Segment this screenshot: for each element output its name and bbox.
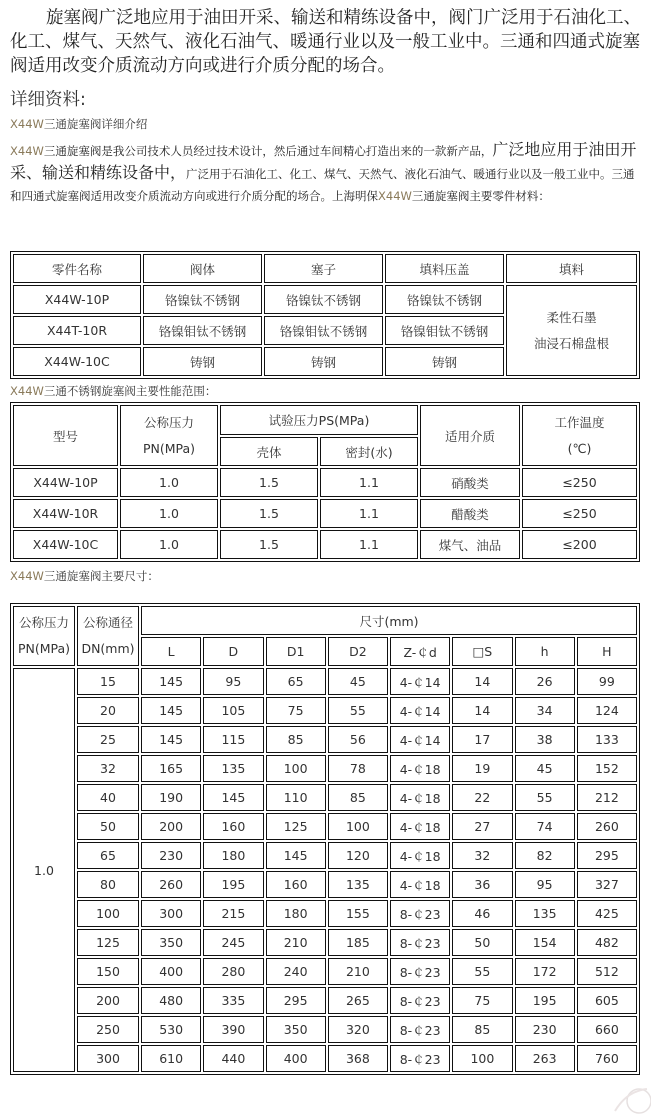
table-cell: 75 (452, 987, 512, 1014)
table-cell: X44W-10P (13, 468, 118, 497)
header-pn-line-1: 公称压力 (143, 414, 194, 430)
header-col: □S (452, 637, 512, 666)
table-cell: 210 (266, 929, 326, 956)
table-cell: X44W-10P (13, 285, 141, 314)
table-row (13, 784, 637, 811)
table-cell: 210 (328, 958, 388, 985)
packing-material-cell (506, 285, 637, 376)
table-cell: 230 (141, 842, 201, 869)
perf-header-row-1 (13, 405, 637, 435)
table-cell: 4-￠18 (390, 784, 450, 811)
table-cell: 8-￠23 (390, 1016, 450, 1043)
table-cell: 512 (577, 958, 637, 985)
table-cell: 200 (77, 987, 139, 1014)
table-cell: 250 (77, 1016, 139, 1043)
header-shell: 壳体 (220, 437, 318, 466)
table-cell: 215 (203, 900, 263, 927)
table-cell: 265 (328, 987, 388, 1014)
table-cell: 295 (266, 987, 326, 1014)
table-cell: 245 (203, 929, 263, 956)
parts-material-table (10, 251, 640, 379)
table-cell: 180 (266, 900, 326, 927)
table-cell: 530 (141, 1016, 201, 1043)
table-cell: 440 (203, 1045, 263, 1072)
table-cell: 100 (328, 813, 388, 840)
table-cell: 320 (328, 1016, 388, 1043)
table-cell: 135 (515, 900, 575, 927)
table-cell: 80 (77, 871, 139, 898)
table-cell: 195 (515, 987, 575, 1014)
header-cell: 填料 (506, 254, 637, 283)
table-row (13, 813, 637, 840)
table-row (13, 468, 637, 497)
header-pn-line-1: 公称压力 (18, 615, 69, 630)
table-cell: 8-￠23 (390, 958, 450, 985)
performance-table (10, 402, 640, 562)
table-cell: X44T-10R (13, 316, 141, 345)
table-cell: 260 (141, 871, 201, 898)
table-cell: 4-￠14 (390, 726, 450, 753)
table-cell: 95 (203, 668, 263, 695)
table-cell: 8-￠23 (390, 929, 450, 956)
table-row (13, 900, 637, 927)
header-col: Z-￠d (390, 637, 450, 666)
table-cell: X44W-10C (13, 530, 118, 559)
header-medium: 适用介质 (420, 405, 520, 466)
table-cell: 110 (266, 784, 326, 811)
table-cell: 190 (141, 784, 201, 811)
table-cell: 醋酸类 (420, 499, 520, 528)
table-cell: 1.0 (120, 499, 218, 528)
table-row (13, 987, 637, 1014)
desc-part1: 三通旋塞阀是我公司技术人员经过技术设计，然后通过车间精心打造出来的一款新产品， (43, 144, 493, 158)
table-cell: 135 (203, 755, 263, 782)
table-cell: 硝酸类 (420, 468, 520, 497)
header-test-pressure: 试验压力PS(MPa) (220, 405, 418, 435)
desc-part4: 三通旋塞阀主要零件材料： (411, 189, 550, 203)
table-cell: 145 (141, 697, 201, 724)
table-cell: 99 (577, 668, 637, 695)
header-nominal-pressure (13, 606, 75, 666)
header-cell: 零件名称 (13, 254, 141, 283)
table-row (13, 929, 637, 956)
table-cell: 78 (328, 755, 388, 782)
table-cell: X44W-10R (13, 499, 118, 528)
table-cell: 25 (77, 726, 139, 753)
header-size: 尺寸(mm) (141, 606, 637, 635)
header-col: D2 (328, 637, 388, 666)
table-cell: 195 (203, 871, 263, 898)
table-row (13, 726, 637, 753)
header-temp-line-1: 工作温度 (554, 414, 605, 430)
table-cell: 34 (515, 697, 575, 724)
table-cell: 4-￠18 (390, 871, 450, 898)
table-cell: 124 (577, 697, 637, 724)
table-cell: 100 (452, 1045, 512, 1072)
table-cell: 14 (452, 668, 512, 695)
table-cell: 56 (328, 726, 388, 753)
dim-header-row-1 (13, 606, 637, 635)
table-cell: 240 (266, 958, 326, 985)
table-cell: 230 (515, 1016, 575, 1043)
table-cell: 36 (452, 871, 512, 898)
table-cell: 65 (77, 842, 139, 869)
table-row (13, 755, 637, 782)
table-cell: 4-￠18 (390, 842, 450, 869)
table-cell: 263 (515, 1045, 575, 1072)
table-cell: 350 (266, 1016, 326, 1043)
table-row (13, 285, 637, 314)
table-cell: 55 (328, 697, 388, 724)
dimensions-table (10, 603, 640, 1075)
table-cell: 32 (452, 842, 512, 869)
product-intro-heading (10, 116, 147, 132)
dimensions-model: X44W (10, 569, 44, 583)
table-cell: 135 (328, 871, 388, 898)
table-cell: 145 (141, 668, 201, 695)
table-cell: 50 (452, 929, 512, 956)
table-cell: 45 (328, 668, 388, 695)
table-cell: 390 (203, 1016, 263, 1043)
table-cell: 75 (266, 697, 326, 724)
table-cell: 100 (266, 755, 326, 782)
table-cell: 95 (515, 871, 575, 898)
table-cell: 200 (141, 813, 201, 840)
table-cell: 85 (452, 1016, 512, 1043)
header-seal: 密封(水) (320, 437, 418, 466)
header-dn-line-1: 公称通径 (82, 615, 133, 630)
table-cell: 260 (577, 813, 637, 840)
table-cell: 65 (266, 668, 326, 695)
table-cell: 4-￠14 (390, 697, 450, 724)
table-cell: 1.0 (120, 468, 218, 497)
table-cell: 19 (452, 755, 512, 782)
intro-text: 旋塞阀广泛地应用于油田开采、输送和精练设备中，阀门广泛用于石油化工、化工、煤气、天然气、液化石油气、暖通行业以及一般工业中。三通和四通式旋塞阀适用改变介质流动方向或进行介质分配的场合。 (10, 8, 641, 76)
table-row (13, 1045, 637, 1072)
table-cell: 155 (328, 900, 388, 927)
table-cell: 铸钢 (143, 347, 262, 376)
table-cell: 27 (452, 813, 512, 840)
table-cell: 120 (328, 842, 388, 869)
header-cell: 塞子 (264, 254, 383, 283)
table-cell: 55 (452, 958, 512, 985)
table-cell: 150 (77, 958, 139, 985)
table-cell: 212 (577, 784, 637, 811)
table-cell: 660 (577, 1016, 637, 1043)
table-cell: 45 (515, 755, 575, 782)
table-cell: 300 (141, 900, 201, 927)
header-nominal-diameter (77, 606, 139, 666)
table-cell: 1.1 (320, 468, 418, 497)
parts-header-row (13, 254, 637, 283)
table-cell: 55 (515, 784, 575, 811)
table-cell: 铬镍钛不锈钢 (264, 285, 383, 314)
table-cell: 160 (203, 813, 263, 840)
dimensions-heading (10, 568, 159, 584)
table-cell: X44W-10C (13, 347, 141, 376)
table-cell: 26 (515, 668, 575, 695)
table-cell: 350 (141, 929, 201, 956)
desc-part3: 广泛用于石油化工、化工、煤气、天然气、液化石油气、暖通行业以及一般工业中。三通和四通式旋塞阀适用改变介质流动方向或进行介质分配的场合。上海明保 (10, 167, 635, 203)
desc-model: X44W (10, 144, 44, 158)
table-cell: 4-￠14 (390, 668, 450, 695)
table-cell: 300 (77, 1045, 139, 1072)
table-cell: 145 (266, 842, 326, 869)
performance-model: X44W (10, 384, 44, 398)
table-cell: 铬镍钼钛不锈钢 (385, 316, 504, 345)
table-cell: 180 (203, 842, 263, 869)
performance-label: 三通不锈钢旋塞阀主要性能范围： (43, 384, 217, 398)
table-cell: 145 (203, 784, 263, 811)
dimensions-label: 三通旋塞阀主要尺寸： (43, 569, 159, 583)
table-cell: 1.0 (120, 530, 218, 559)
table-cell: 400 (266, 1045, 326, 1072)
table-cell: 46 (452, 900, 512, 927)
table-cell: 1.5 (220, 468, 318, 497)
table-cell: 160 (266, 871, 326, 898)
table-row (13, 958, 637, 985)
table-cell: 22 (452, 784, 512, 811)
table-cell: 15 (77, 668, 139, 695)
table-cell: 400 (141, 958, 201, 985)
table-cell: 8-￠23 (390, 987, 450, 1014)
header-cell: 填料压盖 (385, 254, 504, 283)
watermark-logo (611, 1081, 651, 1115)
table-cell: 152 (577, 755, 637, 782)
table-cell: ≤200 (522, 530, 637, 559)
table-row (13, 842, 637, 869)
table-cell: 铸钢 (264, 347, 383, 376)
table-cell: 185 (328, 929, 388, 956)
table-cell: 14 (452, 697, 512, 724)
table-row (13, 871, 637, 898)
table-cell: 425 (577, 900, 637, 927)
table-cell: 85 (266, 726, 326, 753)
table-cell: 煤气、油品 (420, 530, 520, 559)
table-cell: 605 (577, 987, 637, 1014)
table-cell: 38 (515, 726, 575, 753)
table-cell: 327 (577, 871, 637, 898)
table-cell: 8-￠23 (390, 900, 450, 927)
table-cell: 125 (77, 929, 139, 956)
table-cell: 368 (328, 1045, 388, 1072)
table-cell: 1.5 (220, 530, 318, 559)
table-cell: 280 (203, 958, 263, 985)
desc-model2: X44W (378, 189, 412, 203)
table-cell: 105 (203, 697, 263, 724)
table-cell: 82 (515, 842, 575, 869)
table-cell: 335 (203, 987, 263, 1014)
table-cell: 50 (77, 813, 139, 840)
table-cell: ≤250 (522, 499, 637, 528)
table-row (13, 1016, 637, 1043)
table-cell: 133 (577, 726, 637, 753)
header-col: h (515, 637, 575, 666)
table-cell: 482 (577, 929, 637, 956)
header-temp-line-2: (℃) (567, 440, 592, 456)
table-cell: 1.1 (320, 499, 418, 528)
table-cell: 1.1 (320, 530, 418, 559)
header-col: D (203, 637, 263, 666)
table-cell: 115 (203, 726, 263, 753)
header-col: L (141, 637, 201, 666)
header-pn-line-2: PN(MPa) (142, 440, 196, 456)
table-cell: 40 (77, 784, 139, 811)
table-cell: 铬镍钼钛不锈钢 (264, 316, 383, 345)
product-model: X44W (10, 117, 44, 131)
table-cell: 610 (141, 1045, 201, 1072)
header-dn-line-2: DN(mm) (81, 641, 135, 656)
table-cell: 32 (77, 755, 139, 782)
table-cell: ≤250 (522, 468, 637, 497)
packing-line-1: 柔性石墨 (546, 309, 597, 325)
table-cell: 铬镍钛不锈钢 (143, 285, 262, 314)
table-cell: 760 (577, 1045, 637, 1072)
table-cell: 154 (515, 929, 575, 956)
table-cell: 4-￠18 (390, 813, 450, 840)
table-cell: 295 (577, 842, 637, 869)
table-cell: 铸钢 (385, 347, 504, 376)
header-col: H (577, 637, 637, 666)
header-working-temp (522, 405, 637, 466)
intro-paragraph (10, 6, 642, 78)
table-cell: 85 (328, 784, 388, 811)
table-cell: 8-￠23 (390, 1045, 450, 1072)
product-description (10, 139, 642, 207)
table-row (13, 530, 637, 559)
table-cell: 铬镍钼钛不锈钢 (143, 316, 262, 345)
table-row (13, 499, 637, 528)
header-col: D1 (266, 637, 326, 666)
pn-value-cell: 1.0 (13, 668, 75, 1072)
table-cell: 145 (141, 726, 201, 753)
product-intro-label: 三通旋塞阀详细介绍 (43, 117, 148, 131)
table-cell: 165 (141, 755, 201, 782)
table-cell: 铬镍钛不锈钢 (385, 285, 504, 314)
performance-heading (10, 383, 216, 399)
table-cell: 125 (266, 813, 326, 840)
table-cell: 480 (141, 987, 201, 1014)
table-cell: 100 (77, 900, 139, 927)
header-cell: 阀体 (143, 254, 262, 283)
table-cell: 1.5 (220, 499, 318, 528)
table-cell: 4-￠18 (390, 755, 450, 782)
table-cell: 17 (452, 726, 512, 753)
desc-part2: 广泛地应用于油田开采、输送和精练设备中， (10, 140, 637, 182)
table-row (13, 668, 637, 695)
table-cell: 172 (515, 958, 575, 985)
table-cell: 20 (77, 697, 139, 724)
header-nominal-pressure (120, 405, 218, 466)
table-row (13, 697, 637, 724)
table-cell: 74 (515, 813, 575, 840)
packing-line-2: 油浸石棉盘根 (533, 335, 609, 351)
detail-heading: 详细资料: (10, 90, 86, 110)
header-pn-line-2: PN(MPa) (17, 641, 71, 656)
header-model: 型号 (13, 405, 118, 466)
